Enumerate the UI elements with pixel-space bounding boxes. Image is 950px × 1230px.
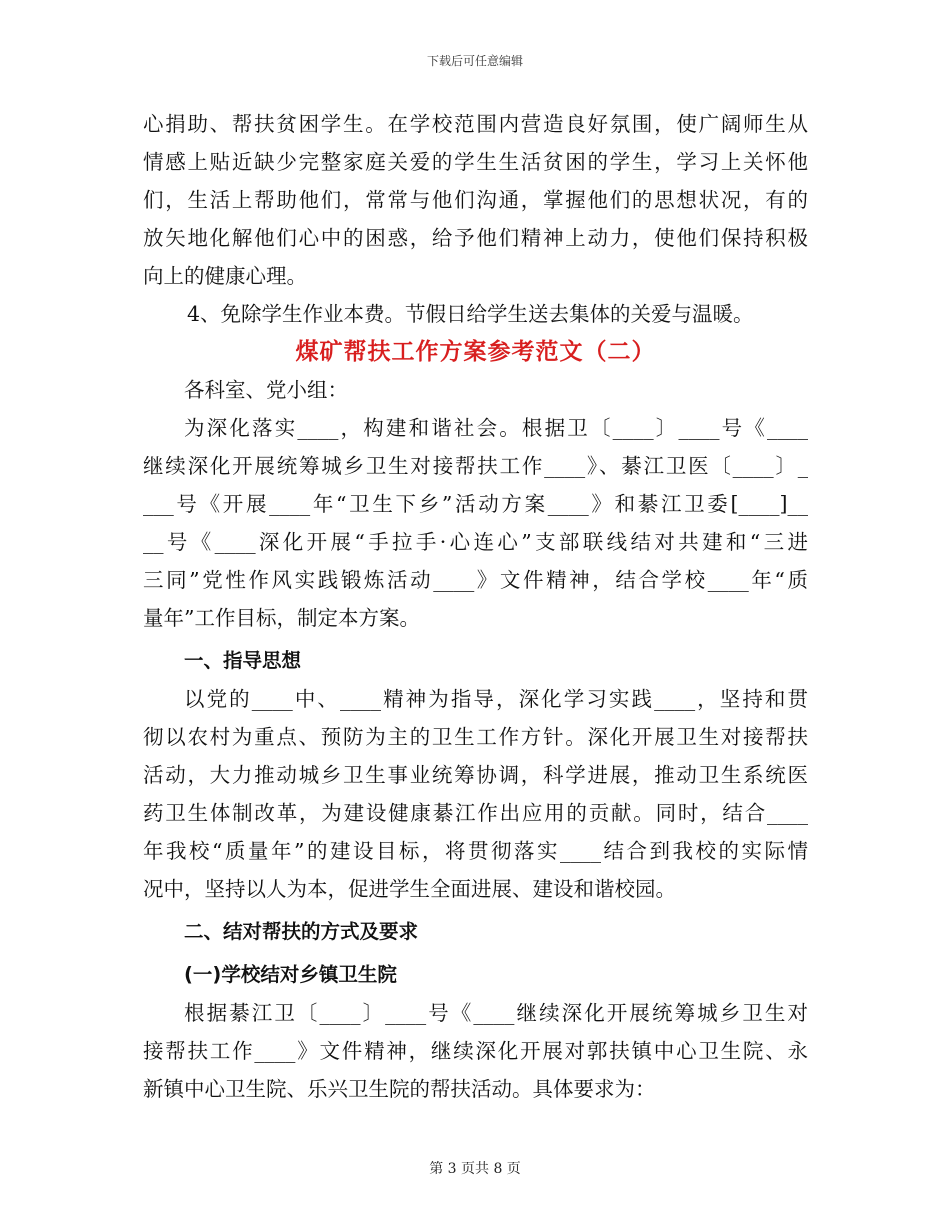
greeting: 各科室、党小组： [184,378,348,402]
paragraph-line: 药卫生体制改革，为建设健康綦江作出应用的贡献。同时，结合____ [143,801,808,825]
paragraph-line: 心捐助、帮扶贫困学生。在学校范围内营造良好氛围，使广阔师生从 [143,112,808,136]
heading-pairing-methods: 二、结对帮扶的方式及要求 [184,920,419,943]
paragraph-line: 们，生活上帮助他们，常常与他们沟通，掌握他们的思想状况，有的 [143,188,808,212]
document-body [143,105,808,1108]
section-title: 煤矿帮扶工作方案参考范文（二） [295,339,656,365]
paragraph-line: 三同”党性作风实践锻炼活动____》文件精神，结合学校____年“质 [143,568,808,592]
paragraph-line: 以党的____中、____精神为指导，深化学习实践____，坚持和贯 [184,687,808,711]
paragraph-line: 况中，坚持以人为本，促进学生全面进展、建设和谐校园。 [143,877,676,901]
paragraph-line: 年我校“质量年”的建设目标，将贯彻落实____结合到我校的实际情 [143,839,808,863]
paragraph-line: 根据綦江卫〔____〕____号《____继续深化开展统筹城乡卫生对 [184,1001,808,1025]
paragraph-line: 向上的健康心理。 [143,264,307,288]
paragraph-line: 彻以农村为重点、预防为主的卫生工作方针。深化开展卫生对接帮扶 [143,725,808,749]
page-footer: 第 3 页共 8 页 [429,1161,521,1177]
paragraph-line: 放矢地化解他们心中的困惑，给予他们精神上动力，使他们保持积极 [143,226,808,250]
paragraph-line: 接帮扶工作____》文件精神，继续深化开展对郭扶镇中心卫生院、永 [143,1039,808,1063]
paragraph-line: 继续深化开展统筹城乡卫生对接帮扶工作____》、綦江卫医〔____〕_ [143,454,808,478]
paragraph-line: 新镇中心卫生院、乐兴卫生院的帮扶活动。具体要求为： [143,1077,656,1101]
paragraph-line: 情感上贴近缺少完整家庭关爱的学生生活贫困的学生，学习上关怀他 [143,150,808,174]
heading-guiding-ideology: 一、指导思想 [184,649,302,672]
page-header: 下载后可任意编辑 [426,54,523,68]
paragraph-line: ___号《开展____年“卫生下乡”活动方案____》和綦江卫委[____]__ [143,492,808,516]
paragraph-line: __号《____深化开展“手拉手·心连心”支部联线结对共建和“三进 [143,530,808,554]
paragraph-line: 4、免除学生作业本费。节假日给学生送去集体的关爱与温暖。 [187,302,754,326]
paragraph-line: 为深化落实____，构建和谐社会。根据卫〔____〕____号《____ [184,416,808,440]
paragraph-line: 活动，大力推动城乡卫生事业统筹协调，科学进展，推动卫生系统医 [143,763,808,787]
paragraph-line: 量年”工作目标，制定本方案。 [143,606,420,630]
subheading-school-pairing: (一)学校结对乡镇卫生院 [184,963,397,986]
